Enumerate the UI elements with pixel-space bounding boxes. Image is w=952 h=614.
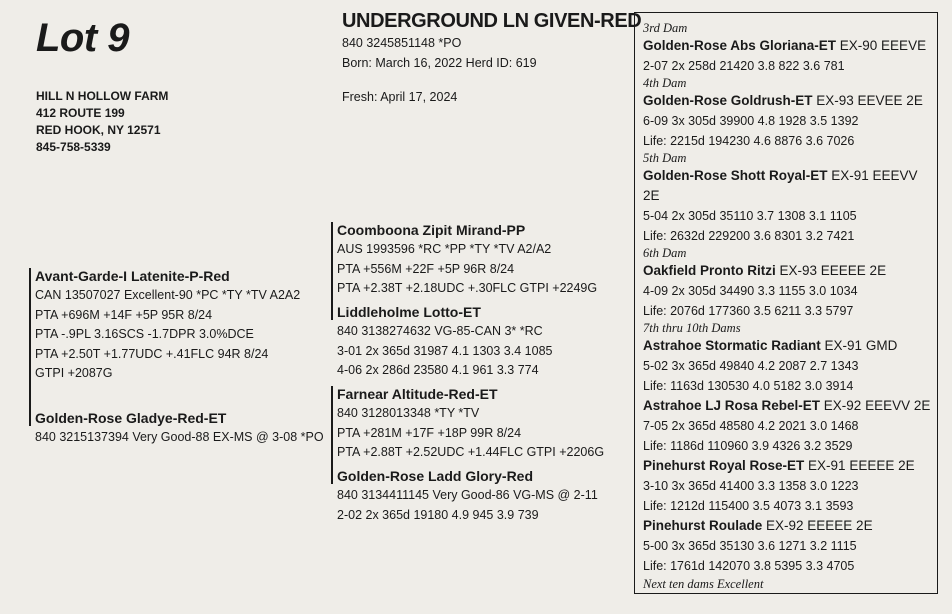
dam-sire-block	[337, 384, 604, 463]
dam-entry-lifetime: Life: 2076d 177360 3.5 6211 3.3 5797	[643, 304, 854, 318]
pedigree-line-sire-dam	[29, 268, 31, 426]
dam-entry-name-text: Golden-Rose Goldrush-ET	[643, 93, 813, 108]
sire-line: PTA -.9PL 3.16SCS -1.7DPR 3.0%DCE	[35, 327, 254, 341]
animal-info	[342, 10, 641, 107]
dam-dam-line: 2-02 2x 365d 19180 4.9 945 3.9 739	[337, 507, 539, 522]
sire-sire-name: Coomboona Zipit Mirand-PP	[337, 222, 526, 238]
dam-sire-line: 840 3128013348 *TY *TV	[337, 406, 480, 420]
sire-dam-name: Liddleholme Lotto-ET	[337, 304, 481, 320]
farm-address-line2: RED HOOK, NY 12571	[36, 123, 161, 137]
dam-entry-name-text: Astrahoe Stormatic Radiant	[643, 338, 821, 353]
dam-entry-record: 5-04 2x 305d 35110 3.7 1308 3.1 1105	[643, 209, 857, 223]
dam-entry-classification: EX-91 EEEEE 2E	[804, 458, 915, 473]
dam-entry-name-text: Pinehurst Royal Rose-ET	[643, 458, 805, 473]
dam-entry-name	[643, 336, 937, 356]
dam-generation-label: 6th Dam	[643, 246, 687, 260]
dam-entry-record: 5-02 3x 365d 49840 4.2 2087 2.7 1343	[643, 359, 859, 373]
dam-sire-name: Farnear Altitude-Red-ET	[337, 386, 498, 402]
dam-dam-name: Golden-Rose Ladd Glory-Red	[337, 468, 534, 484]
dam-entry-name	[643, 456, 937, 476]
dam-line: 840 3215137394 Very Good-88 EX-MS @ 3-08 *PO	[35, 430, 324, 444]
dam-entry-classification: EX-92 EEEEE 2E	[762, 518, 873, 533]
dam-entry-record: 3-10 3x 365d 41400 3.3 1358 3.0 1223	[643, 479, 859, 493]
dam-entry-record: 4-09 2x 305d 34490 3.3 1155 3.0 1034	[643, 284, 858, 298]
dam-entry-name	[643, 516, 937, 536]
dam-entry-lifetime: Life: 1212d 115400 3.5 4073 3.1 3593	[643, 499, 854, 513]
sire-name: Avant-Garde-I Latenite-P-Red	[35, 268, 230, 284]
sire-line: GTPI +2087G	[35, 366, 113, 380]
sire-dam-line: 4-06 2x 286d 23580 4.1 961 3.3 774	[337, 363, 539, 377]
dam-name: Golden-Rose Gladye-Red-ET	[35, 410, 227, 426]
dam-entry-name-text: Golden-Rose Shott Royal-ET	[643, 168, 828, 183]
pedigree-line-dam-parents	[331, 386, 333, 484]
sire-sire-line: AUS 1993596 *RC *PP *TY *TV A2/A2	[337, 242, 552, 256]
pedigree-line-sire-parents	[331, 222, 333, 320]
dam-entry-name	[643, 261, 937, 281]
animal-fresh-date: Fresh: April 17, 2024	[342, 90, 458, 104]
dam-entry-classification: EX-93 EEVEE 2E	[812, 93, 923, 108]
animal-name: UNDERGROUND LN GIVEN-RED	[342, 10, 642, 32]
dam-entry-classification: EX-91 EEEVV 2E	[643, 168, 918, 203]
dam-entry-lifetime: Life: 2632d 229200 3.6 8301 3.2 7421	[643, 229, 855, 243]
dam-generation-label: 7th thru 10th Dams	[643, 321, 741, 335]
dam-entry-lifetime: Life: 1163d 130530 4.0 5182 3.0 3914	[643, 379, 854, 393]
dam-entry-record: 7-05 2x 365d 48580 4.2 2021 3.0 1468	[643, 419, 859, 433]
consignor-info	[36, 88, 168, 156]
dam-block	[35, 408, 324, 448]
animal-birth-herd: Born: March 16, 2022 Herd ID: 619	[342, 56, 537, 70]
dam-generation-label: 4th Dam	[643, 76, 687, 90]
dam-entry-classification: EX-91 GMD	[820, 338, 898, 353]
dams-footer-note: Next ten dams Excellent	[643, 577, 764, 591]
dam-entry-lifetime: Life: 1761d 142070 3.8 5395 3.3 4705	[643, 559, 855, 573]
sire-sire-line: PTA +2.38T +2.18UDC +.30FLC GTPI +2249G	[337, 281, 598, 295]
sire-dam-line: 3-01 2x 365d 31987 4.1 1303 3.4 1085	[337, 343, 553, 358]
farm-phone: 845-758-5339	[36, 140, 111, 154]
dam-entry-record: 6-09 3x 305d 39900 4.8 1928 3.5 1392	[643, 114, 859, 128]
animal-registration: 840 3245851148 *PO	[342, 36, 462, 50]
sire-line: PTA +2.50T +1.77UDC +.41FLC 94R 8/24	[35, 346, 269, 361]
dam-entry-name-text: Pinehurst Roulade	[643, 518, 763, 533]
dam-entry-name	[643, 91, 937, 111]
dam-entry-name	[643, 36, 937, 56]
dam-sire-line: PTA +2.88T +2.52UDC +1.44FLC GTPI +2206G	[337, 445, 605, 459]
farm-address-line1: 412 ROUTE 199	[36, 106, 125, 120]
dam-entry-name-text: Astrahoe LJ Rosa Rebel-ET	[643, 398, 821, 413]
sire-sire-block	[337, 220, 597, 299]
dam-entry-name	[643, 166, 937, 206]
dam-generation-label: 3rd Dam	[643, 21, 688, 35]
dam-entry-classification: EX-93 EEEEE 2E	[775, 263, 887, 278]
sire-dam-block	[337, 302, 552, 381]
dam-dam-line: 840 3134411145 Very Good-86 VG-MS @ 2-11	[337, 488, 598, 502]
dam-entry-name-text: Golden-Rose Abs Gloriana-ET	[643, 38, 837, 53]
sire-line: CAN 13507027 Excellent-90 *PC *TY *TV A2A2	[35, 288, 301, 302]
sire-block	[35, 266, 300, 384]
dam-sire-line: PTA +281M +17F +18P 99R 8/24	[337, 425, 522, 440]
dam-entry-name-text: Oakfield Pronto Ritzi	[643, 263, 776, 278]
lot-number: Lot 9	[36, 16, 130, 60]
sire-dam-line: 840 3138274632 VG-85-CAN 3* *RC	[337, 324, 543, 338]
dam-entry-lifetime: Life: 2215d 194230 4.6 8876 3.6 7026	[643, 134, 855, 148]
dam-entry-classification: EX-90 EEEVE	[836, 38, 927, 53]
dam-entry-classification: EX-92 EEEVV 2E	[820, 398, 931, 413]
dam-dam-block	[337, 466, 598, 525]
sire-sire-line: PTA +556M +22F +5P 96R 8/24	[337, 261, 515, 276]
dam-entry-record: 5-00 3x 365d 35130 3.6 1271 3.2 1115	[643, 539, 857, 553]
dam-entry-name	[643, 396, 937, 416]
maternal-dams-box	[634, 12, 938, 594]
sire-line: PTA +696M +14F +5P 95R 8/24	[35, 307, 213, 322]
dam-entry-record: 2-07 2x 258d 21420 3.8 822 3.6 781	[643, 59, 845, 73]
farm-name: HILL N HOLLOW FARM	[36, 89, 169, 103]
dam-entry-lifetime: Life: 1186d 110960 3.9 4326 3.2 3529	[643, 439, 853, 453]
dam-generation-label: 5th Dam	[643, 151, 687, 165]
